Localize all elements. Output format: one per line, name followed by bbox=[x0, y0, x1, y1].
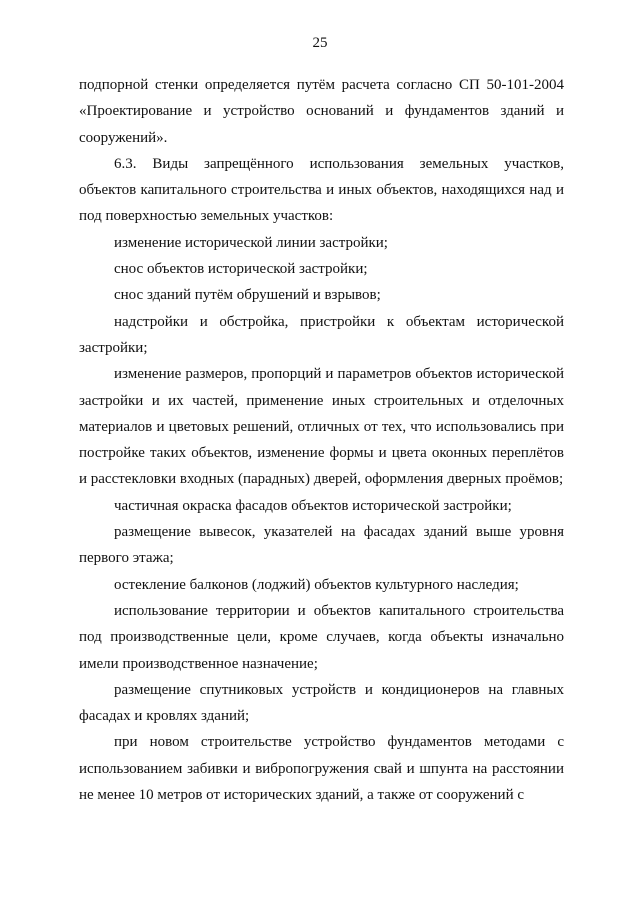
paragraph: 6.3. Виды запрещённого использования земельных участков, объектов капитального строительства и иных объектов, находящихся над и под поверхностью земельных участков: bbox=[79, 155, 564, 225]
list-item: изменение исторической линии застройки; bbox=[114, 234, 388, 251]
list-item: при новом строительстве устройство фундаментов методами с использованием забивки и вибропогружения свай и шпунта на расстоянии не менее 10 метров от исторических зданий, а также от сооружений с bbox=[79, 734, 564, 804]
list-item: изменение размеров, пропорций и параметров объектов исторической застройки и их частей, применение иных строительных и отделочных материалов и цветовых решений, отличных от тех, что использовались при постройке таких объектов, изменение формы и цвета оконных переплётов и расстекловки входных (парадных) дверей, оформления дверных проёмов; bbox=[79, 366, 564, 488]
list-item: размещение спутниковых устройств и кондиционеров на главных фасадах и кровлях зданий; bbox=[79, 681, 564, 725]
list-item: снос объектов исторической застройки; bbox=[114, 261, 368, 278]
list-item: использование территории и объектов капитального строительства под производственные цели, кроме случаев, когда объекты изначально имели производственное назначение; bbox=[79, 602, 564, 672]
paragraph: подпорной стенки определяется путём расчета согласно СП 50-101-2004 «Проектирование и устройство оснований и фундаментов зданий и сооружений». bbox=[79, 77, 564, 146]
list-item: надстройки и обстройка, пристройки к объектам исторической застройки; bbox=[79, 313, 564, 356]
document-body bbox=[79, 72, 564, 808]
list-item: снос зданий путём обрушений и взрывов; bbox=[114, 287, 381, 304]
page-number: 25 bbox=[312, 35, 328, 51]
list-item: частичная окраска фасадов объектов исторической застройки; bbox=[114, 497, 512, 514]
list-item: размещение вывесок, указателей на фасадах зданий выше уровня первого этажа; bbox=[79, 524, 564, 567]
list-item: остекление балконов (лоджий) объектов культурного наследия; bbox=[114, 576, 519, 593]
